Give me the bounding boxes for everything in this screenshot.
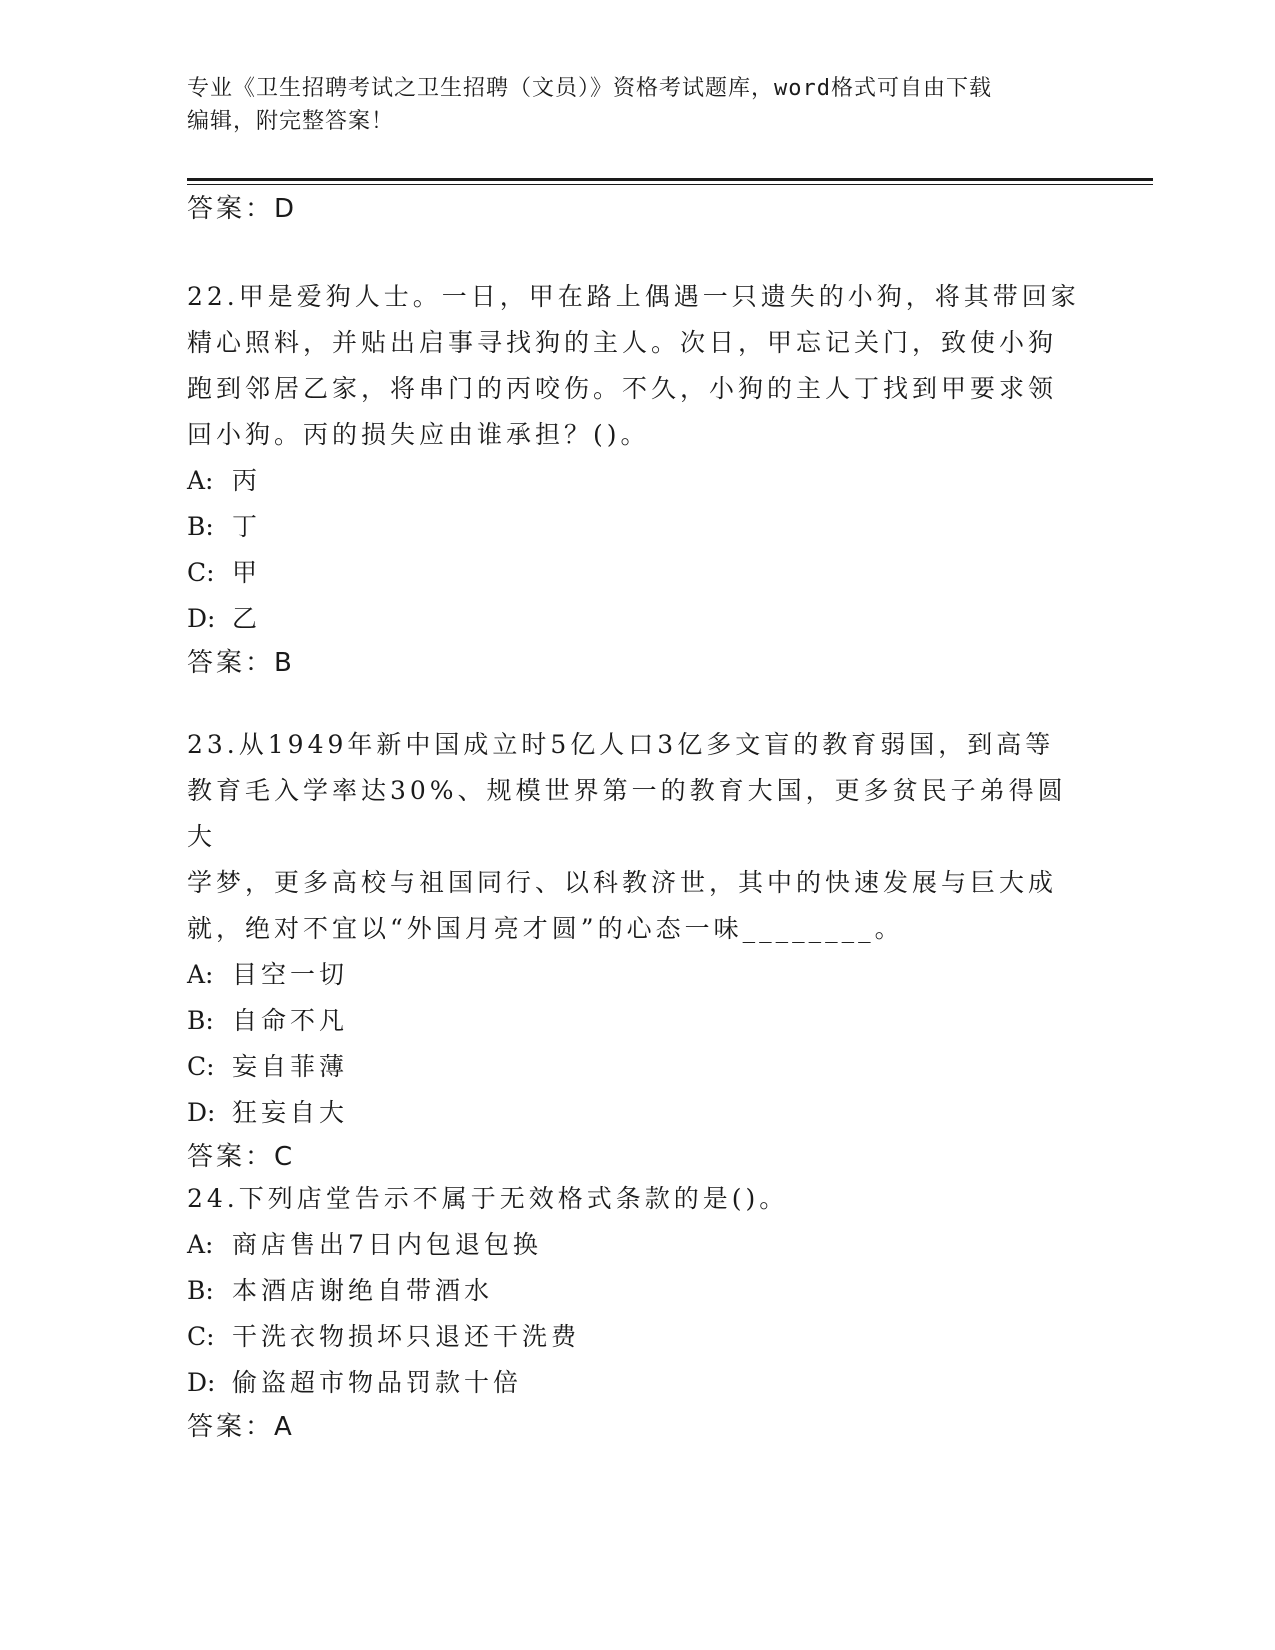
option-d	[187, 1090, 1087, 1136]
option-letter: D:	[187, 1368, 216, 1397]
question-stem	[187, 274, 1087, 458]
header-line-2: 编辑，附完整答案！	[187, 109, 395, 134]
option-text: 狂妄自大	[232, 1098, 349, 1127]
option-letter: A:	[187, 1230, 214, 1259]
option-b	[187, 1268, 1087, 1314]
option-text: 乙	[232, 604, 262, 633]
option-letter: B:	[187, 1006, 214, 1035]
stem-line: 22.甲是爱狗人士。一日，甲在路上偶遇一只遗失的小狗，将其带回家	[187, 282, 1080, 311]
option-letter: A:	[187, 960, 214, 989]
option-text: 干洗衣物损坏只退还干洗费	[232, 1322, 581, 1351]
stem-line: 24.下列店堂告示不属于无效格式条款的是()。	[187, 1184, 789, 1213]
stem-line: 学梦，更多高校与祖国同行、以科教济世，其中的快速发展与巨大成	[187, 868, 1058, 897]
answer-q21: 答案：D	[187, 194, 298, 224]
question-22	[187, 274, 1087, 680]
option-a	[187, 952, 1087, 998]
stem-line: 教育毛入学率达30%、规模世界第一的教育大国，更多贫民子弟得圆大	[187, 776, 1067, 851]
option-b	[187, 504, 1087, 550]
option-text: 商店售出7日内包退包换	[232, 1230, 542, 1259]
header-rule-thin	[187, 184, 1153, 185]
option-c	[187, 550, 1087, 596]
option-letter: C:	[187, 1052, 215, 1081]
stem-line: 回小狗。丙的损失应由谁承担？()。	[187, 420, 650, 449]
answer-q22: 答案：B	[187, 648, 295, 678]
question-stem	[187, 1176, 1087, 1222]
header-line-1: 专业《卫生招聘考试之卫生招聘（文员）》资格考试题库，word格式可自由下载	[187, 76, 992, 101]
option-letter: A:	[187, 466, 214, 495]
option-c	[187, 1314, 1087, 1360]
answer-q24: 答案：A	[187, 1412, 295, 1442]
question-23	[187, 722, 1087, 1174]
option-text: 目空一切	[232, 960, 349, 989]
option-text: 妄自菲薄	[232, 1052, 349, 1081]
option-text: 偷盗超市物品罚款十倍	[232, 1368, 523, 1397]
option-text: 自命不凡	[232, 1006, 349, 1035]
header-rule-thick	[187, 178, 1153, 181]
option-a	[187, 458, 1087, 504]
option-a	[187, 1222, 1087, 1268]
option-letter: B:	[187, 512, 214, 541]
stem-line: 精心照料，并贴出启事寻找狗的主人。次日，甲忘记关门，致使小狗	[187, 328, 1058, 357]
option-text: 丙	[232, 466, 262, 495]
option-text: 丁	[232, 512, 262, 541]
stem-line: 23.从1949年新中国成立时5亿人口3亿多文盲的教育弱国，到高等	[187, 730, 1055, 759]
option-letter: D:	[187, 604, 216, 633]
question-stem	[187, 722, 1087, 952]
option-b	[187, 998, 1087, 1044]
option-letter: D:	[187, 1098, 216, 1127]
option-c	[187, 1044, 1087, 1090]
option-d	[187, 596, 1087, 642]
option-letter: B:	[187, 1276, 214, 1305]
option-text: 本酒店谢绝自带酒水	[232, 1276, 494, 1305]
option-letter: C:	[187, 1322, 215, 1351]
option-d	[187, 1360, 1087, 1406]
answer-q23: 答案：C	[187, 1142, 296, 1172]
question-24	[187, 1176, 1087, 1444]
document-header	[187, 72, 1087, 138]
option-text: 甲	[232, 558, 262, 587]
option-letter: C:	[187, 558, 215, 587]
stem-line: 跑到邻居乙家，将串门的丙咬伤。不久，小狗的主人丁找到甲要求领	[187, 374, 1058, 403]
stem-line: 就，绝对不宜以“外国月亮才圆”的心态一味________。	[187, 914, 904, 943]
